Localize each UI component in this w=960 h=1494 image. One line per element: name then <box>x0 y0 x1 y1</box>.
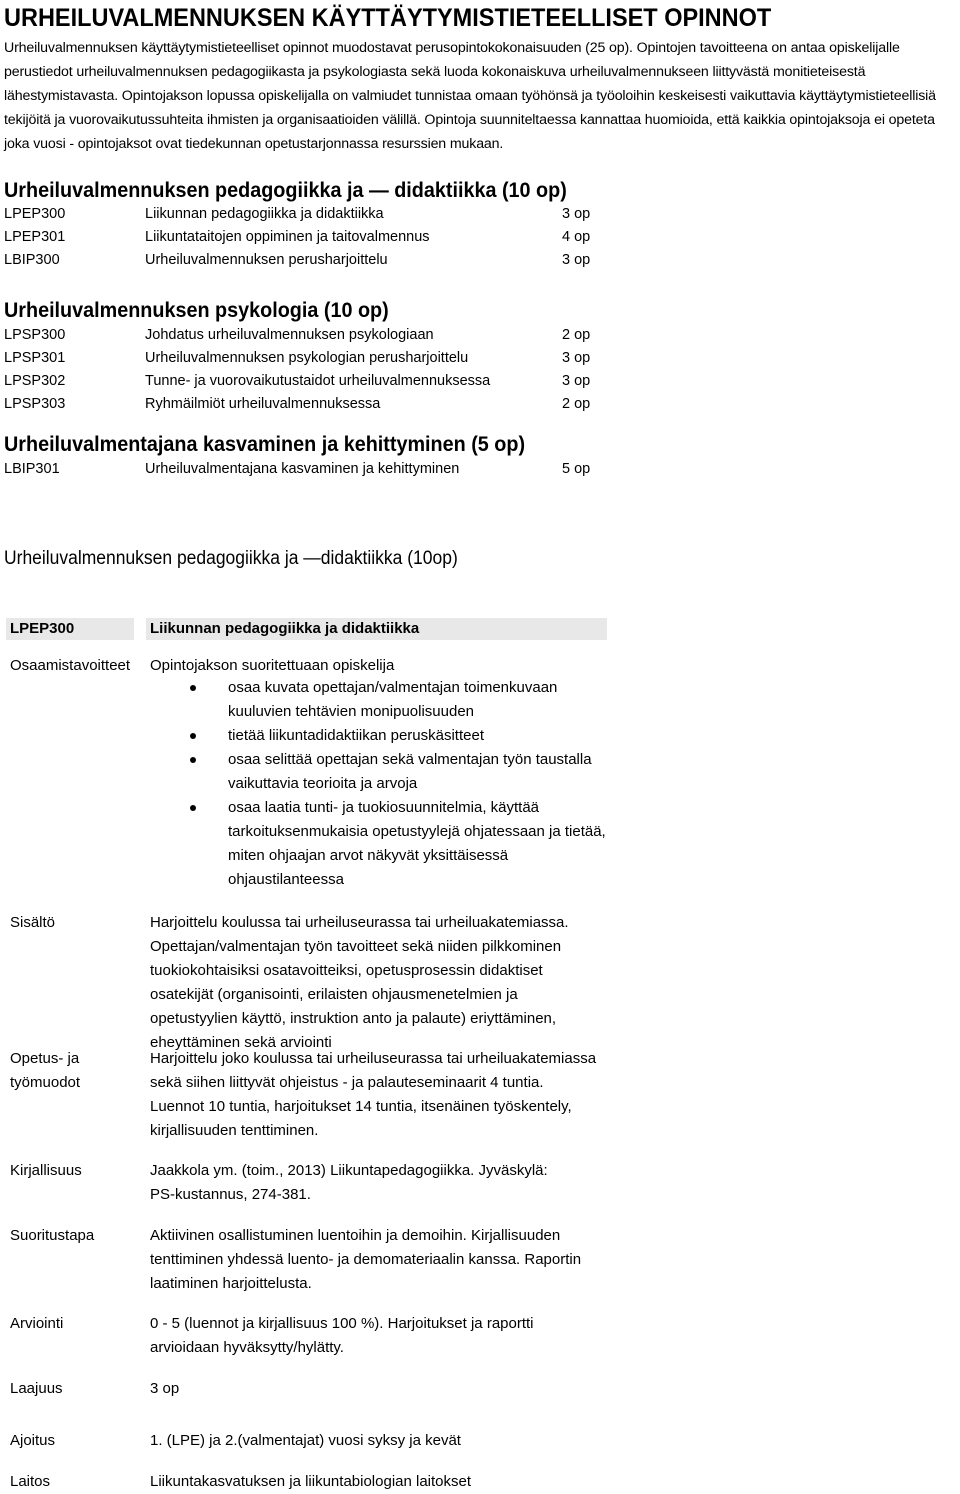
course-code: LBIP301 <box>4 461 60 477</box>
timing-value: 1. (LPE) ja 2.(valmentajat) vuosi syksy ja kevät <box>150 1432 461 1449</box>
course-name: Urheiluvalmennuksen psykologian perusharjoittelu <box>145 350 469 366</box>
content-text: Harjoittelu koulussa tai urheiluseurassa tai urheiluakatemiassa. Opettajan/valmentajan työn tavoitteet sekä niiden pilkkominen tuokiokohtaisiksi osatavoitteiksi, opetusprosessin didaktiset osatekijät (organisointi, erilaisten ohjausmenetelmien ja opetustyylien käyttö, instruktion anto ja palaute) eriyttäminen, eheyttäminen sekä arviointi <box>150 914 569 1051</box>
course-code: LPSP300 <box>4 327 66 343</box>
course-credits: 5 op <box>562 461 591 477</box>
timing-label: Ajoitus <box>10 1432 56 1449</box>
intro-paragraph: Urheiluvalmennuksen käyttäytymistieteelliset opinnot muodostavat perusopintokokonaisuuden (25 op). Opintojen tavoitteena on antaa opiskelijalle perustiedot urheiluvalmennuksen pedagogiikasta ja psykologiasta sekä luoda kokonaiskuva urheiluvalmennukseen liittyvästä monitieteisestä lähestymistavasta. Opintojakson lopussa opiskelijalla on valmiudet tunnistaa omaan työhönsä ja työoloihin keskeisesti vaikuttavia käyttäytymistieteellisiä tekijöitä ja vuorovaikutussuhteita ihmisten ja organisaatioiden välillä. Opintoja suunniteltaessa kannattaa huomioida, että kaikkia opintojaksoja ei opeteta joka vuosi - opintojaksot ovat tiedekunnan opetustarjonnassa resurssien mukaan. <box>4 40 936 152</box>
course-name: Liikuntataitojen oppiminen ja taitovalmennus <box>145 229 430 245</box>
literature-text: Jaakkola ym. (toim., 2013) Liikuntapedagogiikka. Jyväskylä: PS-kustannus, 274-381. <box>150 1162 548 1203</box>
department-value: Liikuntakasvatuksen ja liikuntabiologian laitokset <box>150 1473 472 1490</box>
outcomes-intro: Opintojakson suoritettuaan opiskelija <box>150 657 395 674</box>
list-item: osaa selittää opettajan sekä valmentajan työn taustalla vaikuttavia teorioita ja arvoja <box>150 748 620 796</box>
course-code: LPEP300 <box>4 206 66 222</box>
section-title-pedagogy: Urheiluvalmennuksen pedagogiikka ja — didaktiikka (10 op) <box>4 178 567 202</box>
assessment-label: Arviointi <box>10 1315 64 1332</box>
detail-course-name: Liikunnan pedagogiikka ja didaktiikka <box>146 618 607 640</box>
course-credits: 3 op <box>562 252 591 268</box>
course-code: LPSP301 <box>4 350 66 366</box>
list-item: osaa kuvata opettajan/valmentajan toimenkuvaan kuuluvien tehtävien monipuolisuuden <box>150 676 620 724</box>
course-name: Urheiluvalmentajana kasvaminen ja kehittyminen <box>145 461 460 477</box>
detail-course-code: LPEP300 <box>6 618 134 640</box>
course-credits: 2 op <box>562 396 591 412</box>
course-code: LBIP300 <box>4 252 60 268</box>
course-name: Ryhmäilmiöt urheiluvalmennuksessa <box>145 396 381 412</box>
course-credits: 3 op <box>562 206 591 222</box>
assessment-text: 0 - 5 (luennot ja kirjallisuus 100 %). Harjoitukset ja raportti arvioidaan hyväksytty/hylätty. <box>150 1315 534 1356</box>
course-credits: 4 op <box>562 229 591 245</box>
course-credits: 2 op <box>562 327 591 343</box>
detail-section-title: Urheiluvalmennuksen pedagogiikka ja —didaktiikka (10op) <box>4 548 458 569</box>
literature-label: Kirjallisuus <box>10 1162 82 1179</box>
content-label: Sisältö <box>10 914 56 931</box>
department-label: Laitos <box>10 1473 51 1490</box>
course-name: Liikunnan pedagogiikka ja didaktiikka <box>145 206 384 222</box>
list-item: osaa laatia tunti- ja tuokiosuunnitelmia, käyttää tarkoituksenmukaisia opetustyylejä ohjatessaan ja tietää, miten ohjaajan arvot näkyvät yksittäisessä ohjaustilanteessa <box>150 796 620 892</box>
completion-text: Aktiivinen osallistuminen luentoihin ja demoihin. Kirjallisuuden tenttiminen yhdessä luento- ja demomateriaalin kanssa. Raportin laatiminen harjoittelusta. <box>150 1227 582 1292</box>
list-item: tietää liikuntadidaktiikan peruskäsitteet <box>150 724 620 748</box>
scope-label: Laajuus <box>10 1380 63 1397</box>
course-name: Johdatus urheiluvalmennuksen psykologiaan <box>145 327 434 343</box>
methods-label: Opetus- ja työmuodot <box>10 1050 81 1091</box>
section-title-coach-growth: Urheiluvalmentajana kasvaminen ja kehittyminen (5 op) <box>4 432 526 456</box>
scope-value: 3 op <box>150 1380 180 1397</box>
course-name: Tunne- ja vuorovaikutustaidot urheiluvalmennuksessa <box>145 373 491 389</box>
course-name: Urheiluvalmennuksen perusharjoittelu <box>145 252 388 268</box>
course-credits: 3 op <box>562 350 591 366</box>
page-title: URHEILUVALMENNUKSEN KÄYTTÄYTYMISTIETEELLISET OPINNOT <box>4 4 772 32</box>
course-code: LPSP302 <box>4 373 66 389</box>
outcomes-label: Osaamistavoitteet <box>10 657 131 674</box>
course-code: LPSP303 <box>4 396 66 412</box>
outcomes-list <box>150 676 620 892</box>
section-title-psychology: Urheiluvalmennuksen psykologia (10 op) <box>4 298 389 322</box>
course-code: LPEP301 <box>4 229 66 245</box>
completion-label: Suoritustapa <box>10 1227 95 1244</box>
course-credits: 3 op <box>562 373 591 389</box>
methods-text: Harjoittelu joko koulussa tai urheiluseurassa tai urheiluakatemiassa sekä siihen liittyvät ohjeistus - ja palauteseminaarit 4 tuntia. Luennot 10 tuntia, harjoitukset 14 tuntia, itsenäinen työskentely, kirjallisuuden tenttiminen. <box>150 1050 597 1139</box>
